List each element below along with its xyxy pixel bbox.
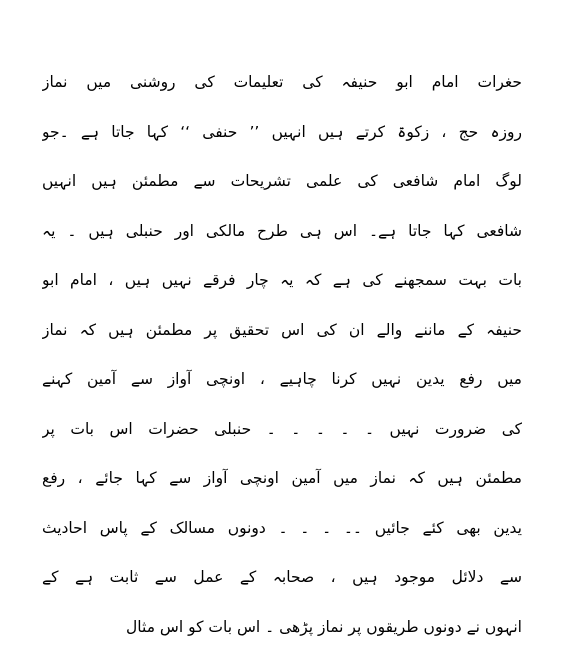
text-line-9: مطمئن ہیں کہ نماز میں آمین اونچی آواز سے کہا جائے ، رفع	[42, 454, 522, 504]
text-line-10: یدین بھی کئے جائیں ۔۔ ۔ ۔ ۔ دونوں مسالک کے پاس احادیث	[42, 504, 522, 554]
text-line-2: روزہ حج ، زکوۃ کرتے ہیں انہیں ’’ حنفی ‘‘ کہا جاتا ہے ۔جو	[42, 108, 522, 158]
urdu-paragraph	[42, 58, 522, 652]
text-line-3: لوگ امام شافعی کی علمی تشریحات سے مطمئن ہیں انہیں	[42, 157, 522, 207]
text-line-11: سے دلائل موجود ہیں ، صحابہ کے عمل سے ثابت ہے کے	[42, 553, 522, 603]
text-line-5: بات بہت سمجھنے کی ہے کہ یہ چار فرقے نہیں ہیں ، امام ابو	[42, 256, 522, 306]
text-line-8: کی ضرورت نہیں ۔ ۔ ۔ ۔ ۔ حنبلی حضرات اس بات پر	[42, 405, 522, 455]
text-line-1: حغرات امام ابو حنیفہ کی تعلیمات کی روشنی میں نماز	[42, 58, 522, 108]
text-line-7: میں رفع یدین نہیں کرنا چاہیے ، اونچی آواز سے آمین کہنے	[42, 355, 522, 405]
text-line-4: شافعی کہا جاتا ہے۔ اس ہی طرح مالکی اور حنبلی ہیں ۔ یہ	[42, 207, 522, 257]
text-line-12: انہوں نے دونوں طریقوں پر نماز پڑھی ۔ اس بات کو اس مثال	[42, 603, 522, 652]
text-line-6: حنیفہ کے ماننے والے ان کی اس تحقیق پر مطمئن ہیں کہ نماز	[42, 306, 522, 356]
